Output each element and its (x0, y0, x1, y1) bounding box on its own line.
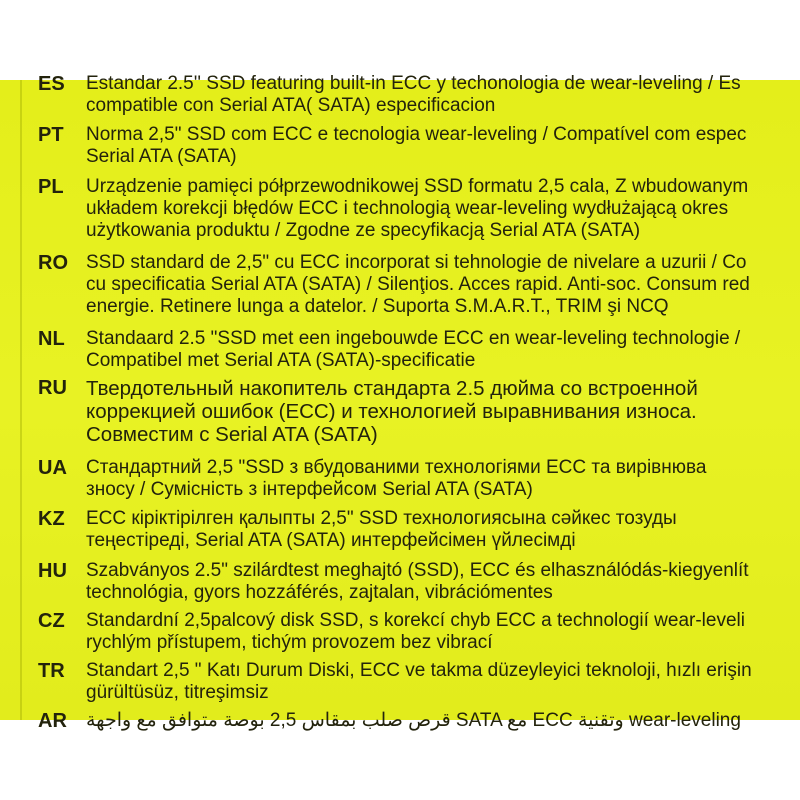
lang-code: UA (38, 457, 67, 479)
lang-code: HU (38, 560, 67, 582)
lang-text-line: Стандартний 2,5 "SSD з вбудованими технологіями ECC та вирівнюва (86, 457, 707, 478)
lang-code: PL (38, 176, 64, 198)
lang-text-line: зносу / Сумісність з інтерфейсом Serial ATA (SATA) (86, 479, 533, 500)
lang-code: KZ (38, 508, 65, 530)
lang-code: ES (38, 73, 65, 95)
lang-code: NL (38, 328, 65, 350)
lang-text-line: Standart 2,5 " Katı Durum Diski, ECC ve takma düzeyleyici teknoloji, hızlı erişin (86, 660, 752, 681)
lang-text-line: cu specificatia Serial ATA (SATA) / Silenţios. Acces rapid. Anti-soc. Consum red (86, 274, 750, 295)
lang-text-line: Standaard 2.5 "SSD met een ingebouwde ECC en wear-leveling technologie / (86, 328, 741, 349)
lang-text-line: użytkowania produktu / Zgodne ze specyfikacją Serial ATA (SATA) (86, 220, 641, 241)
lang-text-line: коррекцией ошибок (ECC) и технологией выравнивания износа. (86, 400, 697, 423)
lang-text-line: energie. Retinere lunga a datelor. / Suporta S.M.A.R.T., TRIM şi NCQ (86, 296, 669, 317)
lang-text-line: Estandar 2.5'' SSD featuring built-in ECC y techonologia de wear-leveling / Es (86, 73, 741, 94)
lang-text-line: gürültüsüz, titreşimsiz (86, 682, 269, 703)
lang-code: RO (38, 252, 68, 274)
lang-text-line: Serial ATA (SATA) (86, 146, 237, 167)
lang-text-line: układem korekcji błędów ECC i technologią wear-leveling wydłużającą okres (86, 198, 729, 219)
yellow-label-panel (0, 73, 800, 732)
lang-code: CZ (38, 610, 65, 632)
lang-text-line: Совместим с Serial ATA (SATA) (86, 423, 378, 446)
lang-text-line: قرص صلب بمقاس 2,5 بوصة متوافق مع واجهة SATA مع ECC وتقنية wear-leveling (86, 710, 741, 731)
panel-fold-line (20, 80, 22, 720)
lang-text-line: SSD standard de 2,5" cu ECC incorporat si tehnologie de nivelare a uzurii / Co (86, 252, 747, 273)
lang-text-line: Compatibel met Serial ATA (SATA)-specificatie (86, 350, 476, 371)
lang-code: RU (38, 377, 67, 399)
lang-text-line: Norma 2,5" SSD com ECC e tecnologia wear-leveling / Compatível com espec (86, 124, 747, 145)
lang-text-line: Urządzenie pamięci półprzewodnikowej SSD formatu 2,5 cala, Z wbudowanym (86, 176, 749, 197)
lang-text-line: rychlým přístupem, tichým provozem bez vibrací (86, 632, 493, 653)
lang-text-line: теңестіреді, Serial ATA (SATA) интерфейсімен үйлесімді (86, 530, 576, 551)
lang-text-line: Твердотельный накопитель стандарта 2.5 дюйма со встроенной (86, 377, 698, 400)
lang-text-line: ECC кіріктірілген қалыпты 2,5" SSD технологиясына сәйкес тозуды (86, 508, 677, 529)
lang-code: PT (38, 124, 64, 146)
lang-text-line: technológia, gyors hozzáférés, zajtalan, vibrációmentes (86, 582, 553, 603)
lang-code: TR (38, 660, 65, 682)
lang-code: AR (38, 710, 67, 732)
lang-text-line: compatible con Serial ATA( SATA) especificacion (86, 95, 496, 116)
lang-text-line: Szabványos 2.5" szilárdtest meghajtó (SSD), ECC és elhasználódás-kiegyenlít (86, 560, 749, 581)
lang-text-line: Standardní 2,5palcový disk SSD, s korekcí chyb ECC a technologií wear-leveli (86, 610, 745, 631)
